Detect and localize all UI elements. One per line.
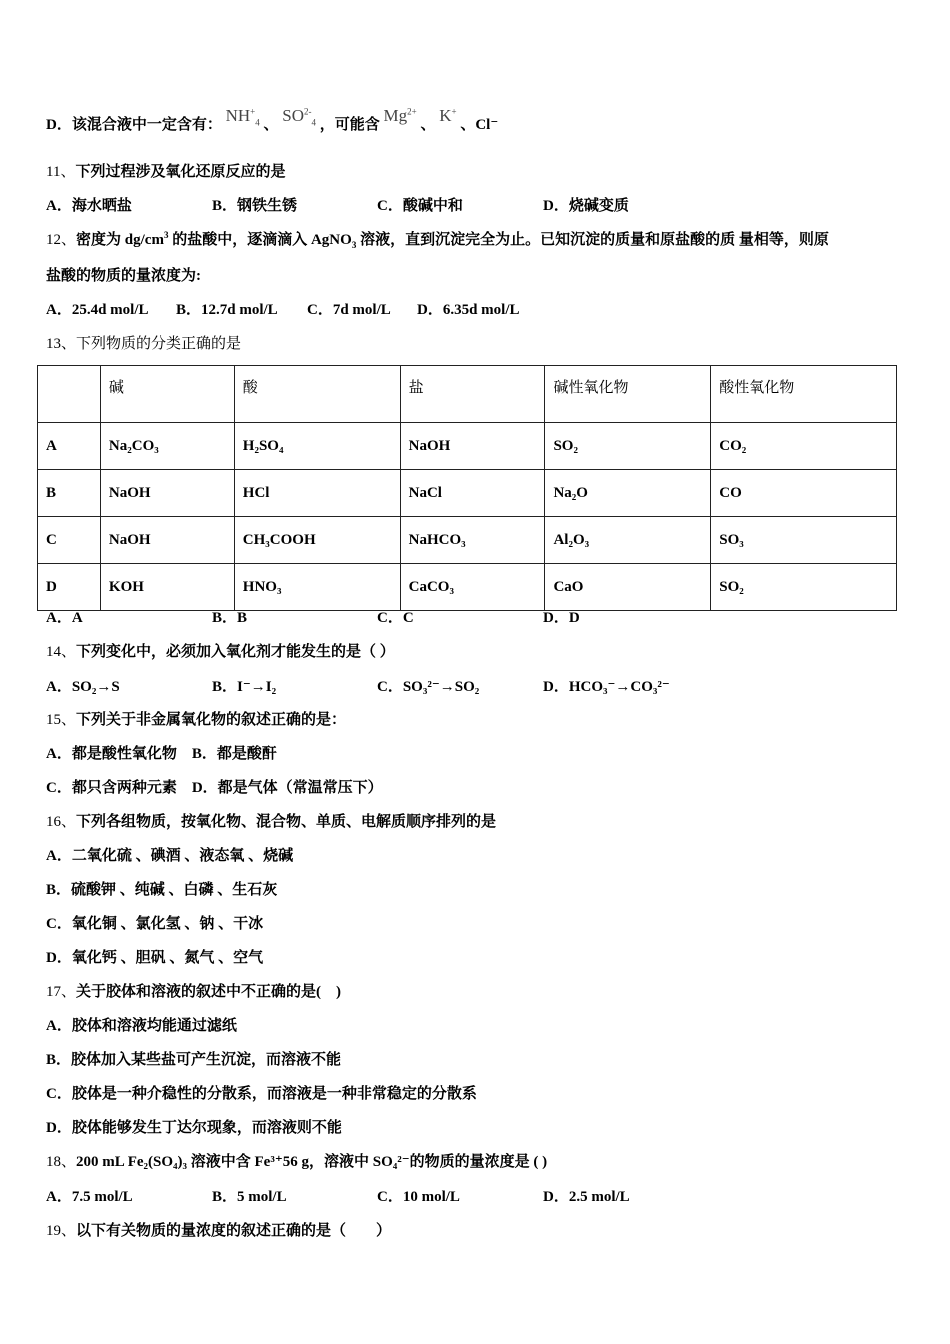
q15-options-cd[interactable]: C．都只含两种元素 D．都是气体（常温常压下） <box>46 780 383 796</box>
q11-option-b[interactable]: B．钢铁生锈 <box>212 198 298 214</box>
question-14-stem <box>46 642 395 662</box>
table-cell: SO₂ <box>545 423 711 470</box>
table-cell: Na₂O <box>545 470 711 517</box>
table-cell: SO₃ <box>711 517 897 564</box>
question-number: 12、 <box>46 232 77 248</box>
question-16-stem <box>46 812 496 832</box>
q13-option-a[interactable]: A．A <box>46 610 83 626</box>
question-number: 14、 <box>46 644 77 660</box>
table-cell: B <box>38 470 101 517</box>
table-cell: Na₂CO₃ <box>100 423 234 470</box>
q13-option-c[interactable]: C．C <box>377 610 414 626</box>
text: 密度为 <box>76 232 125 248</box>
table-cell: H₂SO₄ <box>234 423 400 470</box>
q17-option-d[interactable]: D．胶体能够发生丁达尔现象，而溶液则不能 <box>46 1120 342 1136</box>
question-12-stem-line1 <box>46 230 829 250</box>
table-cell: KOH <box>100 564 234 611</box>
question-11-stem <box>46 162 285 182</box>
table-header-cell: 碱性氧化物 <box>545 366 711 423</box>
q16-option-d[interactable]: D．氧化钙 、胆矾 、氮气 、空气 <box>46 950 264 966</box>
table-cell: SO₂ <box>711 564 897 611</box>
q11-option-c[interactable]: C．酸碱中和 <box>377 198 463 214</box>
q16-option-c[interactable]: C．氧化铜 、氯化氢 、钠 、干冰 <box>46 916 264 932</box>
table-row <box>38 564 897 611</box>
table-cell: C <box>38 517 101 564</box>
q14-option-b[interactable]: B．I⁻→I₂ <box>212 679 277 695</box>
table-cell: CH₃COOH <box>234 517 400 564</box>
q18-option-b[interactable]: B．5 mol/L <box>212 1189 287 1205</box>
question-number: 11、 <box>46 164 76 180</box>
table-cell: HCl <box>234 470 400 517</box>
question-text: 以下有关物质的量浓度的叙述正确的是（ ） <box>76 1223 392 1239</box>
table-cell: CaO <box>545 564 711 611</box>
q12-option-c[interactable]: C．7d mol/L <box>307 302 391 318</box>
question-number: 19、 <box>46 1223 77 1239</box>
q11-option-d[interactable]: D．烧碱变质 <box>543 198 629 214</box>
question-18-stem <box>46 1152 547 1172</box>
ion-k: K+ <box>439 106 457 125</box>
table-cell: NaHCO₃ <box>400 517 545 564</box>
density-unit: $dg/cm^3$ <box>124 230 169 248</box>
q16-option-b[interactable]: B．硫酸钾 、纯碱 、白磷 、生石灰 <box>46 882 278 898</box>
q14-option-a[interactable]: A．SO₂→S <box>46 679 120 695</box>
table-cell: CaCO₃ <box>400 564 545 611</box>
question-text: 下列物质的分类正确的是 <box>76 336 242 352</box>
table-header-cell: 碱 <box>100 366 234 423</box>
table-header-row <box>38 366 897 423</box>
table-header-cell: 酸性氧化物 <box>711 366 897 423</box>
table-cell: NaOH <box>100 517 234 564</box>
table-row <box>38 423 897 470</box>
question-text: 200 mL Fe₂(SO₄)₃ 溶液中含 Fe³⁺56 g，溶液中 SO₄²⁻的物质的量浓度是 ( ) <box>76 1154 548 1170</box>
q15-options-ab[interactable]: A．都是酸性氧化物 B．都是酸酐 <box>46 746 277 762</box>
q14-option-d[interactable]: D．HCO₃⁻→CO₃²⁻ <box>543 679 670 695</box>
question-text: 下列关于非金属氧化物的叙述正确的是： <box>76 712 347 728</box>
separator: 、 <box>263 117 279 133</box>
text: 的盐酸中，逐滴滴入 <box>168 232 311 248</box>
table-cell: A <box>38 423 101 470</box>
text: 溶液，直到沉淀完全为止。已知沉淀的质量和原盐酸的质 量相等，则原 <box>356 232 829 248</box>
q12-option-b[interactable]: B．12.7d mol/L <box>176 302 278 318</box>
question-number: 17、 <box>46 984 77 1000</box>
table-row <box>38 517 897 564</box>
q18-option-d[interactable]: D．2.5 mol/L <box>543 1189 630 1205</box>
question-number: 18、 <box>46 1154 77 1170</box>
question-12-stem-line2: 盐酸的物质的量浓度为: <box>46 268 201 284</box>
q13-option-d[interactable]: D．D <box>543 610 580 626</box>
q18-option-c[interactable]: C．10 mol/L <box>377 1189 460 1205</box>
agno3-formula: AgNO$_3$ <box>310 232 357 250</box>
question-15-stem <box>46 710 346 730</box>
q17-option-a[interactable]: A．胶体和溶液均能通过滤纸 <box>46 1018 237 1034</box>
question-text: 关于胶体和溶液的叙述中不正确的是( ) <box>76 984 342 1000</box>
question-text: 下列过程涉及氧化还原反应的是 <box>75 164 286 180</box>
q10-option-d <box>46 106 499 135</box>
table-header-cell: 盐 <box>400 366 545 423</box>
text-tail: 、Cl⁻ <box>460 117 499 133</box>
table-cell: CO <box>711 470 897 517</box>
q17-option-c[interactable]: C．胶体是一种介稳性的分散系，而溶液是一种非常稳定的分散系 <box>46 1086 477 1102</box>
q17-option-b[interactable]: B．胶体加入某些盐可产生沉淀，而溶液不能 <box>46 1052 342 1068</box>
ion-nh4: $NH^+_4$ <box>225 106 260 128</box>
question-19-stem <box>46 1221 391 1241</box>
question-number: 15、 <box>46 712 77 728</box>
q13-option-b[interactable]: B．B <box>212 610 248 626</box>
table-cell: NaCl <box>400 470 545 517</box>
option-d-label: D．该混合液中一定含有： <box>46 117 222 133</box>
table-row <box>38 470 897 517</box>
q12-option-a[interactable]: A．25.4d mol/L <box>46 302 149 318</box>
ion-so4: $SO^{2-}_4$ <box>282 106 316 128</box>
table-cell: CO₂ <box>711 423 897 470</box>
table-cell: NaOH <box>100 470 234 517</box>
ion-mg: $Mg^{2+}$ <box>383 106 417 125</box>
question-text: 下列变化中，必须加入氧化剂才能发生的是（ ） <box>76 644 395 660</box>
question-number: 16、 <box>46 814 77 830</box>
q18-option-a[interactable]: A．7.5 mol/L <box>46 1189 133 1205</box>
q12-option-d[interactable]: D．6.35d mol/L <box>417 302 520 318</box>
table-cell: Al₂O₃ <box>545 517 711 564</box>
text-mid: ，可能含 <box>319 117 380 133</box>
table-cell: HNO₃ <box>234 564 400 611</box>
table-header-cell: 酸 <box>234 366 400 423</box>
question-text: 下列各组物质，按氧化物、混合物、单质、电解质顺序排列的是 <box>76 814 497 830</box>
q16-option-a[interactable]: A．二氧化硫 、碘酒 、液态氧 、烧碱 <box>46 848 294 864</box>
q11-option-a[interactable]: A．海水晒盐 <box>46 198 132 214</box>
table-cell: NaOH <box>400 423 545 470</box>
question-13-stem <box>46 334 241 354</box>
table-header-cell <box>38 366 101 423</box>
separator: 、 <box>420 117 436 133</box>
question-number: 13、 <box>46 336 77 352</box>
q14-option-c[interactable]: C．SO₃²⁻→SO₂ <box>377 679 480 695</box>
question-17-stem <box>46 982 341 1002</box>
table-cell: D <box>38 564 101 611</box>
classification-table <box>37 365 897 611</box>
